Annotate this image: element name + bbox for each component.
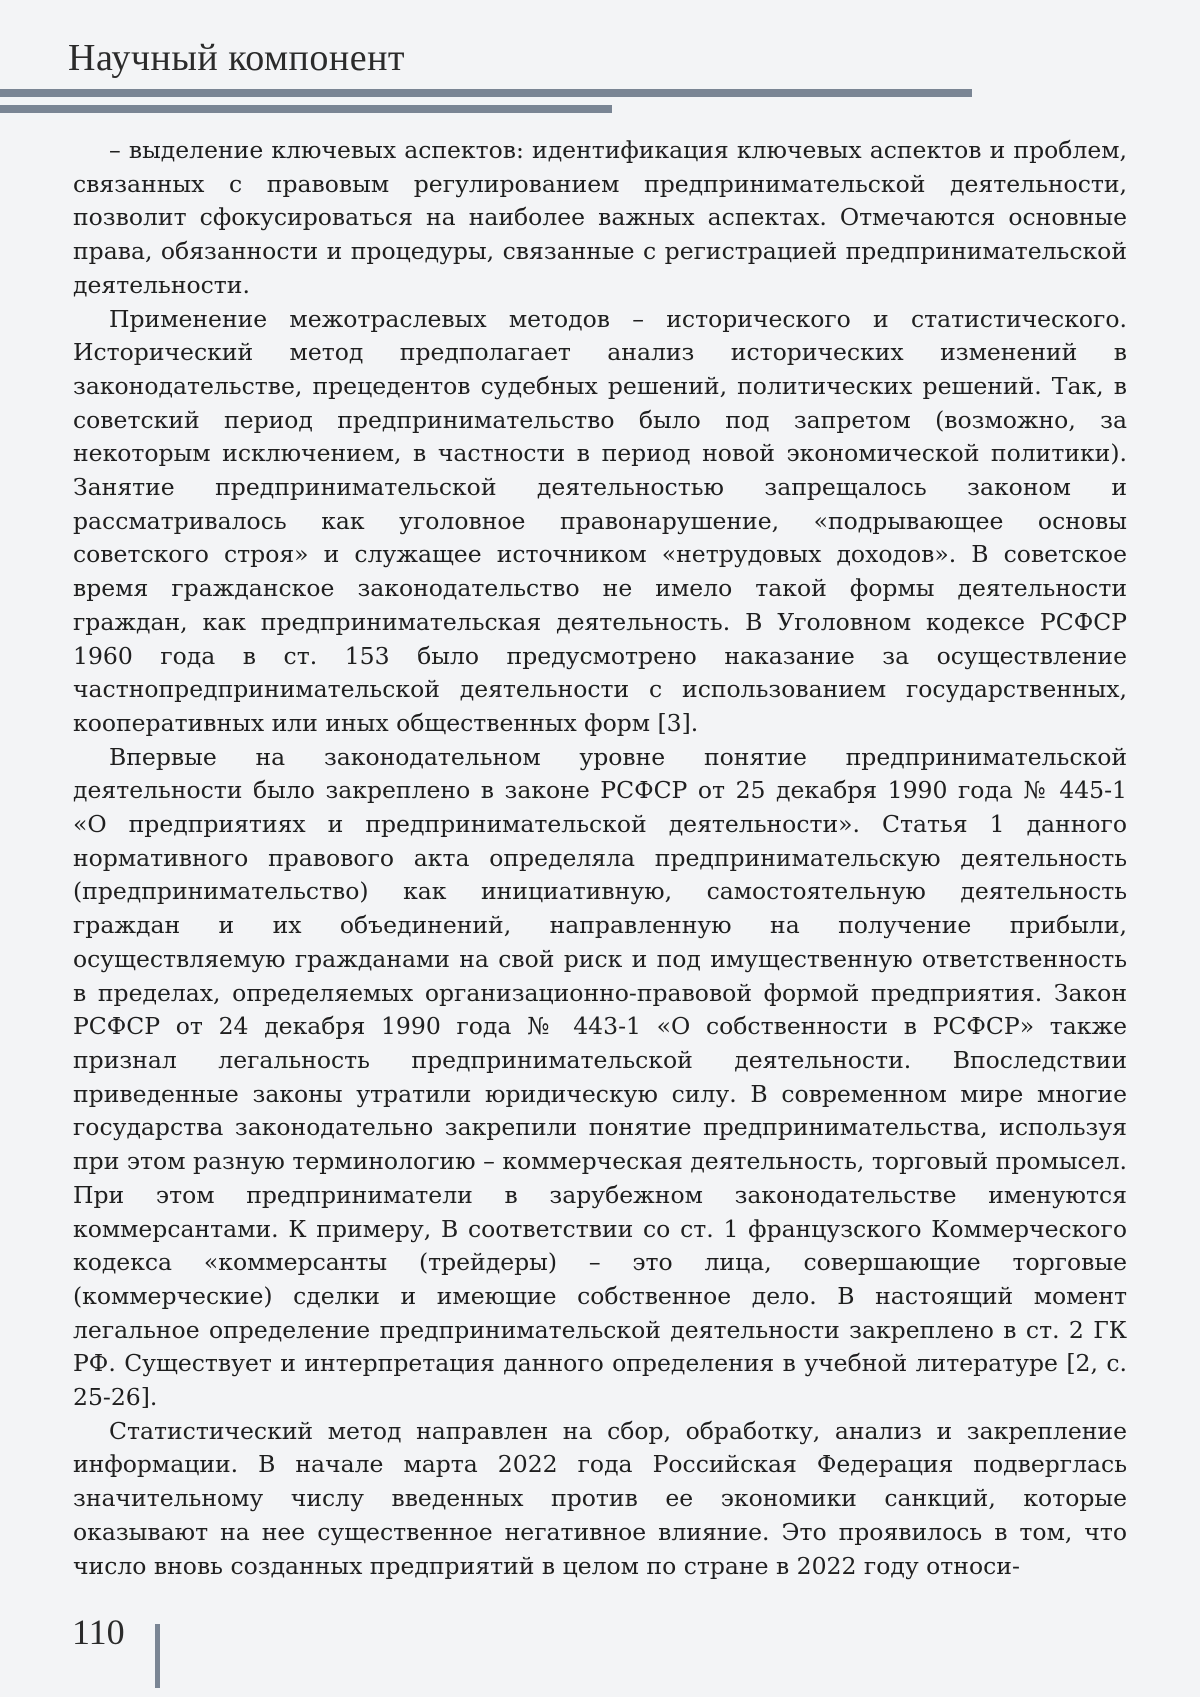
paragraph-historical-method: Применение межотраслевых методов – исторического и статистического. Исторический метод предполагает анализ исторических изменений в законодательстве, прецедентов судебных решений, политических решений. Так, в советский период предпринимательство было под запретом (возможно, за некоторым исключением, в частности в период новой экономической политики). Занятие предпринимательской деятельностью запрещалось законом и рассматривалось как уголовное правонарушение, «подрывающее основы советского строя» и служащее источником «нетрудовых доходов». В советское время гражданское законодательство не имело такой формы деятельности граждан, как предпринимательская деятельность. В Уголовном кодексе РСФСР 1960 года в ст. 153 было предусмотрено наказание за осуществление частнопредпринимательской деятельности с использованием государственных, кооперативных или иных общественных форм [3].: [73, 303, 1127, 741]
header-rule-short: [0, 105, 612, 113]
paragraph-statistical-method: Статистический метод направлен на сбор, обработку, анализ и закрепление информации. В начале марта 2022 года Российская Федерация подверглась значительному числу введенных против ее экономики санкций, которые оказывают на нее существенное негативное влияние. Это проявилось в том, что число вновь созданных предприятий в целом по стране в 2022 году относи-: [73, 1415, 1127, 1584]
paragraph-legislation-history: Впервые на законодательном уровне понятие предпринимательской деятельности было закреплено в законе РСФСР от 25 декабря 1990 года № 445-1 «О предприятиях и предпринимательской деятельности». Статья 1 данного нормативного правового акта определяла предпринимательскую деятельность (предпринимательство) как инициативную, самостоятельную деятельность граждан и их объединений, направленную на получение прибыли, осуществляемую гражданами на свой риск и под имущественную ответственность в пределах, определяемых организационно-правовой формой предприятия. Закон РСФСР от 24 декабря 1990 года № 443-1 «О собственности в РСФСР» также признал легальность предпринимательской деятельности. Впоследствии приведенные законы утратили юридическую силу. В современном мире многие государства законодательно закрепили понятие предпринимательства, используя при этом разную терминологию – коммерческая деятельность, торговый промысел. При этом предприниматели в зарубежном законодательстве именуются коммерсантами. К примеру, В соответствии со ст. 1 французского Коммерческого кодекса «коммерсанты (трейдеры) – это лица, совершающие торговые (коммерческие) сделки и имеющие собственное дело. В настоящий момент легальное определение предпринимательской деятельности закреплено в ст. 2 ГК РФ. Существует и интерпретация данного определения в учебной литературе [2, с. 25-26].: [73, 741, 1127, 1415]
page-number-bar: [155, 1624, 160, 1688]
page-number: 110: [72, 1612, 125, 1652]
header-rule-long: [0, 89, 972, 97]
article-body: [73, 134, 1127, 1583]
paragraph-key-aspects: – выделение ключевых аспектов: идентификация ключевых аспектов и проблем, связанных с правовым регулированием предпринимательской деятельности, позволит сфокусироваться на наиболее важных аспектах. Отмечаются основные права, обязанности и процедуры, связанные с регистрацией предпринимательской деятельности.: [73, 134, 1127, 303]
section-title: Научный компонент: [68, 36, 405, 80]
